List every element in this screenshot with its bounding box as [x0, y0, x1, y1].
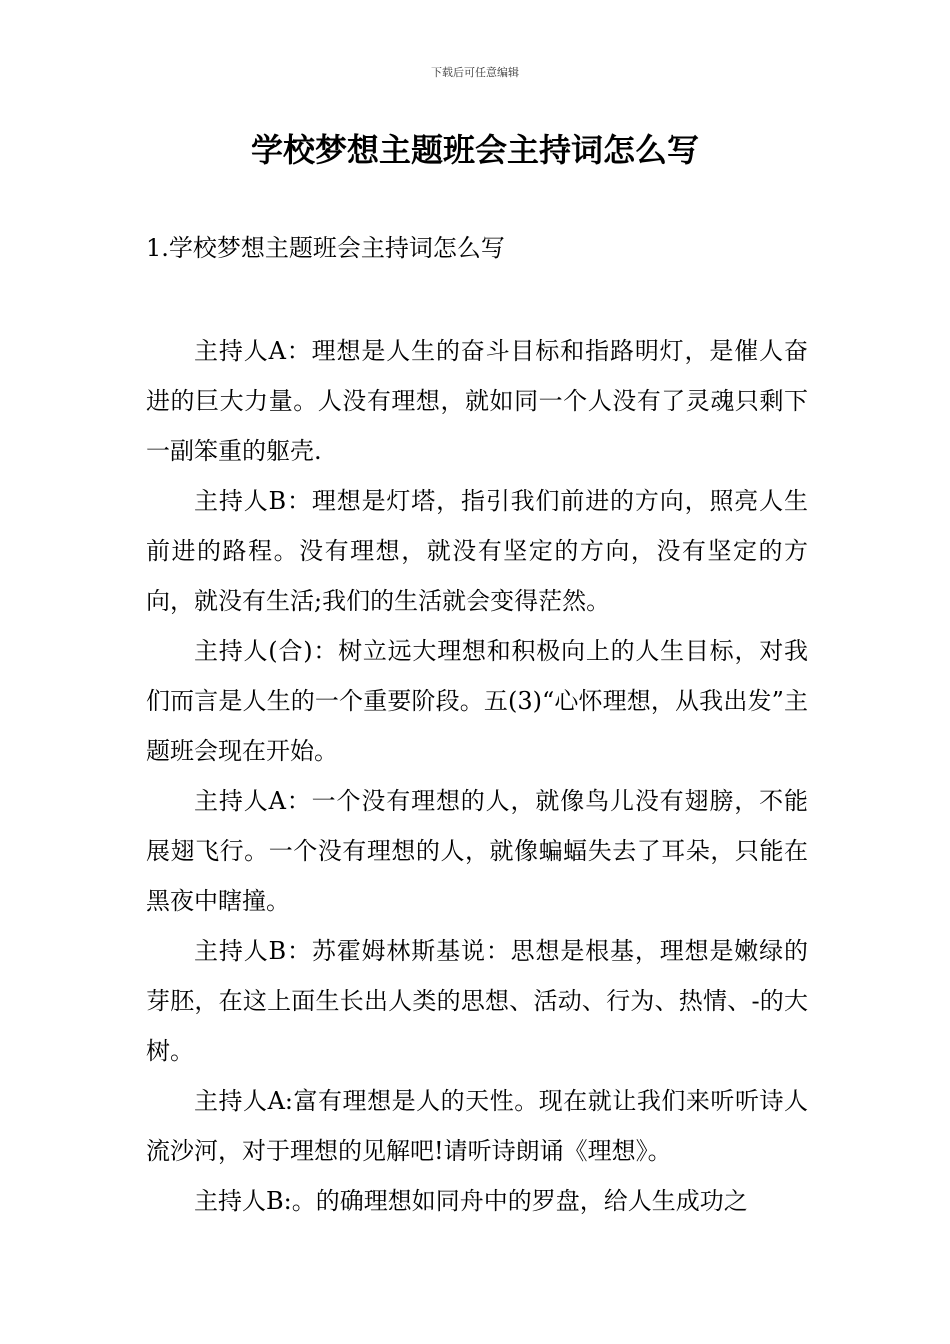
section-heading: 1.学校梦想主题班会主持词怎么写 [146, 234, 505, 262]
page-header-note: 下载后可任意编辑 [431, 66, 519, 79]
paragraph-hosts-together: 主持人(合)：树立远大理想和积极向上的人生目标，对我们而言是人生的一个重要阶段。五(3)“心怀理想，从我出发”主题班会现在开始。 [146, 637, 808, 765]
paragraph-host-a-3: 主持人A:富有理想是人的天性。现在就让我们来听听诗人流沙河，对于理想的见解吧!请听诗朗诵《理想》。 [146, 1087, 808, 1165]
paragraph-host-b-3: 主持人B:。的确理想如同舟中的罗盘，给人生成功之 [194, 1187, 748, 1215]
paragraph-host-b-1: 主持人B：理想是灯塔，指引我们前进的方向，照亮人生前进的路程。没有理想，就没有坚定的方向，没有坚定的方向，就没有生活;我们的生活就会变得茫然。 [146, 487, 808, 615]
paragraph-host-a-2: 主持人A：一个没有理想的人，就像鸟儿没有翅膀，不能展翅飞行。一个没有理想的人，就像蝙蝠失去了耳朵，只能在黑夜中瞎撞。 [146, 787, 808, 915]
document-title: 学校梦想主题班会主持词怎么写 [250, 131, 699, 169]
paragraph-host-a-1: 主持人A：理想是人生的奋斗目标和指路明灯，是催人奋进的巨大力量。人没有理想，就如同一个人没有了灵魂只剩下一副笨重的躯壳. [146, 337, 808, 465]
paragraph-host-b-2: 主持人B：苏霍姆林斯基说：思想是根基，理想是嫩绿的芽胚，在这上面生长出人类的思想、活动、行为、热情、-的大树。 [146, 937, 808, 1065]
document-body [146, 326, 808, 1226]
